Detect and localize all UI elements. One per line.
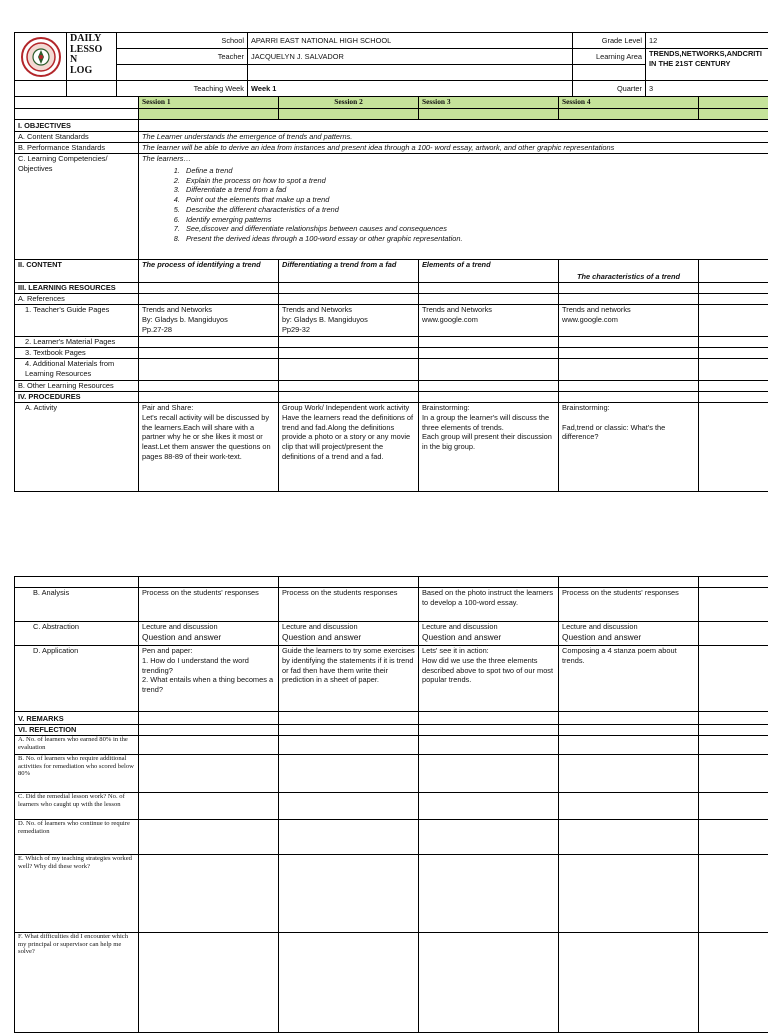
learning-area-line: IN THE 21ST CENTURY bbox=[649, 59, 768, 69]
application-label: D. Application bbox=[15, 646, 139, 712]
teacher-label: Teacher bbox=[117, 49, 248, 65]
blank-cell bbox=[279, 736, 419, 755]
blank-cell bbox=[419, 283, 559, 294]
lesson-table-page1 bbox=[14, 96, 768, 492]
application-session-3: Lets' see it in action: How did we use the three elements described above to spot two of our most popular trends. bbox=[419, 646, 559, 712]
blank-cell bbox=[67, 81, 117, 97]
activity-label: A. Activity bbox=[15, 403, 139, 492]
teachers-guide-session-2: Trends and Networks by: Gladys B. Mangiduyos Pp29-32 bbox=[279, 305, 419, 337]
blank-cell bbox=[419, 359, 559, 381]
blank-cell bbox=[139, 725, 279, 736]
blank-cell bbox=[699, 755, 768, 793]
blank-cell bbox=[699, 577, 768, 588]
learning-area-line: TRENDS,NETWORKS,ANDCRITI bbox=[649, 49, 768, 59]
blank-cell bbox=[139, 109, 279, 120]
blank-cell bbox=[559, 712, 699, 725]
blank-cell bbox=[559, 381, 699, 392]
blank-cell bbox=[559, 348, 699, 359]
blank-cell bbox=[139, 855, 279, 933]
application-session-1: Pen and paper: 1. How do I understand the word trending? 2. What entails when a thing becomes a trend? bbox=[139, 646, 279, 712]
objectives-heading: I. OBJECTIVES bbox=[15, 120, 139, 132]
blank-cell bbox=[559, 855, 699, 933]
grade-level-label: Grade Level bbox=[573, 33, 646, 49]
analysis-session-4: Process on the students' responses bbox=[559, 588, 699, 622]
abstraction-session-3 bbox=[419, 622, 559, 646]
blank-cell bbox=[559, 392, 699, 403]
application-session-4: Composing a 4 stanza poem about trends. bbox=[559, 646, 699, 712]
analysis-session-2: Process on the students responses bbox=[279, 588, 419, 622]
procedures-heading: IV. PROCEDURES bbox=[15, 392, 139, 403]
abstraction-line: Question and answer bbox=[422, 632, 555, 643]
competencies-list bbox=[142, 166, 768, 244]
blank-cell bbox=[419, 725, 559, 736]
session-header: Session 2 bbox=[279, 97, 419, 109]
competency-item: 4. Point out the elements that make up a trend bbox=[182, 195, 768, 205]
lesson-table-page2 bbox=[14, 576, 768, 1033]
blank-cell bbox=[15, 577, 139, 588]
abstraction-line: Question and answer bbox=[142, 632, 275, 643]
abstraction-session-1 bbox=[139, 622, 279, 646]
application-session-2: Guide the learners to try some exercises by identifying the statements if it is trend or fad then have them write their prediction in a sheet of paper. bbox=[279, 646, 419, 712]
competencies-intro: The learners… bbox=[142, 154, 768, 164]
session-header: Session 1 bbox=[139, 97, 279, 109]
blank-cell bbox=[279, 294, 419, 305]
blank-cell bbox=[15, 97, 139, 109]
competency-item: 8. Present the derived ideas through a 100-word essay or other graphic representation. bbox=[182, 234, 768, 244]
blank-cell bbox=[279, 381, 419, 392]
abstraction-session-2 bbox=[279, 622, 419, 646]
blank-cell bbox=[279, 933, 419, 1033]
blank-cell bbox=[279, 392, 419, 403]
competency-item: 6. Identify emerging patterns bbox=[182, 215, 768, 225]
blank-cell bbox=[699, 109, 768, 120]
blank-cell bbox=[699, 337, 768, 348]
blank-cell bbox=[139, 392, 279, 403]
blank-cell bbox=[699, 283, 768, 294]
blank-cell bbox=[559, 793, 699, 820]
blank-cell bbox=[699, 348, 768, 359]
blank-cell bbox=[117, 65, 248, 81]
analysis-session-1: Process on the students' responses bbox=[139, 588, 279, 622]
blank-cell bbox=[419, 337, 559, 348]
header-table bbox=[14, 32, 768, 97]
blank-cell bbox=[139, 120, 768, 132]
blank-cell bbox=[419, 793, 559, 820]
blank-cell bbox=[699, 725, 768, 736]
blank-cell bbox=[419, 712, 559, 725]
blank-cell bbox=[699, 736, 768, 755]
blank-cell bbox=[279, 359, 419, 381]
school-label: School bbox=[117, 33, 248, 49]
blank-cell bbox=[559, 337, 699, 348]
blank-cell bbox=[699, 588, 768, 622]
blank-cell bbox=[699, 933, 768, 1033]
blank-cell bbox=[139, 348, 279, 359]
blank-cell bbox=[419, 348, 559, 359]
content-heading: II. CONTENT bbox=[15, 260, 139, 283]
blank-cell bbox=[699, 392, 768, 403]
reflection-f-label: F. What difficulties did I encounter which my principal or supervisor can help me solve? bbox=[15, 933, 139, 1033]
blank-cell bbox=[573, 65, 646, 81]
blank-cell bbox=[15, 81, 67, 97]
title-line: LOG bbox=[70, 66, 113, 77]
competency-item: 2. Explain the process on how to spot a trend bbox=[182, 176, 768, 186]
abstraction-line: Lecture and discussion bbox=[142, 622, 275, 632]
teachers-guide-label: 1. Teacher's Guide Pages bbox=[15, 305, 139, 337]
other-resources-label: B. Other Learning Resources bbox=[15, 381, 139, 392]
activity-session-1: Pair and Share: Let's recall activity will be discussed by the learners.Each will share with a partner why he or she likes it most or least.Let them answer the questions on pages 88-89 of their work-text. bbox=[139, 403, 279, 492]
blank-cell bbox=[139, 381, 279, 392]
blank-cell bbox=[559, 820, 699, 855]
blank-cell bbox=[559, 294, 699, 305]
competency-item: 3. Differentiate a trend from a fad bbox=[182, 185, 768, 195]
blank-cell bbox=[699, 381, 768, 392]
blank-cell bbox=[559, 933, 699, 1033]
blank-cell bbox=[699, 359, 768, 381]
daily-lesson-log-title bbox=[67, 33, 117, 81]
school-seal bbox=[15, 33, 67, 81]
blank-cell bbox=[419, 933, 559, 1033]
reflection-a-label: A. No. of learners who earned 80% in the evaluation bbox=[15, 736, 139, 755]
learning-area-value bbox=[646, 49, 768, 81]
abstraction-line: Lecture and discussion bbox=[562, 622, 695, 632]
abstraction-session-4 bbox=[559, 622, 699, 646]
teachers-guide-session-3: Trends and Networks www.google.com bbox=[419, 305, 559, 337]
reflection-heading: VI. REFLECTION bbox=[15, 725, 139, 736]
blank-cell bbox=[419, 736, 559, 755]
blank-cell bbox=[699, 622, 768, 646]
activity-session-4: Brainstorming: Fad,trend or classic: What's the difference? bbox=[559, 403, 699, 492]
blank-cell bbox=[699, 403, 768, 492]
blank-cell bbox=[699, 646, 768, 712]
teacher-value: JACQUELYN J. SALVADOR bbox=[248, 49, 573, 65]
abstraction-line: Question and answer bbox=[282, 632, 415, 643]
blank-cell bbox=[279, 755, 419, 793]
content-session-3: Elements of a trend bbox=[419, 260, 559, 283]
blank-cell bbox=[15, 109, 139, 120]
blank-cell bbox=[139, 755, 279, 793]
competency-item: 7. See,discover and differentiate relationships between causes and consequences bbox=[182, 224, 768, 234]
activity-session-2: Group Work/ Independent work activity Have the learners read the definitions of trend and fad.Along the definitions provide a photo or a story or any movie clip that will project/present the definitions of a trend and a fad. bbox=[279, 403, 419, 492]
blank-cell bbox=[699, 820, 768, 855]
blank-cell bbox=[248, 65, 573, 81]
blank-cell bbox=[139, 294, 279, 305]
blank-cell bbox=[139, 820, 279, 855]
abstraction-label: C. Abstraction bbox=[15, 622, 139, 646]
blank-cell bbox=[279, 283, 419, 294]
blank-cell bbox=[559, 755, 699, 793]
blank-cell bbox=[139, 712, 279, 725]
remarks-heading: V. REMARKS bbox=[15, 712, 139, 725]
blank-cell bbox=[559, 725, 699, 736]
reflection-d-label: D. No. of learners who continue to require remediation bbox=[15, 820, 139, 855]
blank-cell bbox=[419, 109, 559, 120]
learning-resources-heading: III. LEARNING RESOURCES bbox=[15, 283, 139, 294]
blank-cell bbox=[419, 381, 559, 392]
learning-area-label: Learning Area bbox=[573, 49, 646, 65]
blank-cell bbox=[419, 577, 559, 588]
blank-cell bbox=[139, 337, 279, 348]
abstraction-line: Lecture and discussion bbox=[422, 622, 555, 632]
blank-cell bbox=[279, 337, 419, 348]
blank-cell bbox=[419, 755, 559, 793]
content-standards-label: A. Content Standards bbox=[15, 132, 139, 143]
title-line: LESSO bbox=[70, 45, 113, 56]
blank-cell bbox=[279, 348, 419, 359]
blank-cell bbox=[139, 933, 279, 1033]
performance-standards-value: The learner will be able to derive an idea from instances and present idea through a 100- word essay, artwork, and other graphic representations bbox=[139, 143, 768, 154]
blank-cell bbox=[559, 736, 699, 755]
blank-cell bbox=[699, 260, 768, 283]
performance-standards-label: B. Performance Standards bbox=[15, 143, 139, 154]
competencies-value bbox=[139, 154, 768, 260]
content-session-4: The characteristics of a trend bbox=[559, 260, 699, 283]
quarter-value: 3 bbox=[646, 81, 768, 97]
analysis-session-3: Based on the photo instruct the learners to develop a 100-word essay. bbox=[419, 588, 559, 622]
school-value: APARRI EAST NATIONAL HIGH SCHOOL bbox=[248, 33, 573, 49]
reflection-e-label: E. Which of my teaching strategies worked well? Why did these work? bbox=[15, 855, 139, 933]
analysis-label: B. Analysis bbox=[15, 588, 139, 622]
teachers-guide-session-1: Trends and Networks By: Gladys b. Mangiduyos Pp.27-28 bbox=[139, 305, 279, 337]
competency-item: 5. Describe the different characteristics of a trend bbox=[182, 205, 768, 215]
blank-cell bbox=[279, 712, 419, 725]
blank-cell bbox=[139, 283, 279, 294]
competency-item: 1. Define a trend bbox=[182, 166, 768, 176]
content-session-2: Differentiating a trend from a fad bbox=[279, 260, 419, 283]
content-standards-value: The Learner understands the emergence of trends and patterns. bbox=[139, 132, 768, 143]
blank-cell bbox=[559, 359, 699, 381]
blank-cell bbox=[279, 725, 419, 736]
blank-cell bbox=[699, 855, 768, 933]
blank-cell bbox=[139, 736, 279, 755]
blank-cell bbox=[559, 283, 699, 294]
quarter-label: Quarter bbox=[573, 81, 646, 97]
blank-cell bbox=[139, 577, 279, 588]
teaching-week-label: Teaching Week bbox=[117, 81, 248, 97]
session-header-blank bbox=[699, 97, 768, 109]
blank-cell bbox=[699, 305, 768, 337]
teachers-guide-session-4: Trends and networks www.google.com bbox=[559, 305, 699, 337]
textbook-pages-label: 3. Textbook Pages bbox=[15, 348, 139, 359]
blank-cell bbox=[419, 392, 559, 403]
title-line: DAILY bbox=[70, 34, 113, 45]
school-seal-icon bbox=[20, 36, 62, 78]
session-header: Session 4 bbox=[559, 97, 699, 109]
grade-level-value: 12 bbox=[646, 33, 768, 49]
session-header: Session 3 bbox=[419, 97, 559, 109]
blank-cell bbox=[419, 855, 559, 933]
content-session-1: The process of identifying a trend bbox=[139, 260, 279, 283]
reflection-c-label: C. Did the remedial lesson work? No. of learners who caught up with the lesson bbox=[15, 793, 139, 820]
blank-cell bbox=[699, 712, 768, 725]
blank-cell bbox=[419, 294, 559, 305]
additional-materials-label: 4. Additional Materials from Learning Resources bbox=[15, 359, 139, 381]
blank-cell bbox=[139, 793, 279, 820]
competencies-label: C. Learning Competencies/ Objectives bbox=[15, 154, 139, 260]
blank-cell bbox=[559, 577, 699, 588]
references-label: A. References bbox=[15, 294, 139, 305]
blank-cell bbox=[279, 793, 419, 820]
abstraction-line: Question and answer bbox=[562, 632, 695, 643]
teaching-week-value: Week 1 bbox=[248, 81, 573, 97]
blank-cell bbox=[279, 109, 419, 120]
blank-cell bbox=[559, 109, 699, 120]
abstraction-line: Lecture and discussion bbox=[282, 622, 415, 632]
blank-cell bbox=[279, 855, 419, 933]
title-line: N bbox=[70, 55, 113, 66]
activity-session-3: Brainstorming: In a group the learner's will discuss the three elements of trends. Each group will present their discussion in the big group. bbox=[419, 403, 559, 492]
blank-cell bbox=[279, 820, 419, 855]
learners-material-label: 2. Learner's Material Pages bbox=[15, 337, 139, 348]
blank-cell bbox=[139, 359, 279, 381]
reflection-b-label: B. No. of learners who require additional activities for remediation who scored below 80% bbox=[15, 755, 139, 793]
blank-cell bbox=[279, 577, 419, 588]
blank-cell bbox=[419, 820, 559, 855]
blank-cell bbox=[699, 793, 768, 820]
blank-cell bbox=[699, 294, 768, 305]
